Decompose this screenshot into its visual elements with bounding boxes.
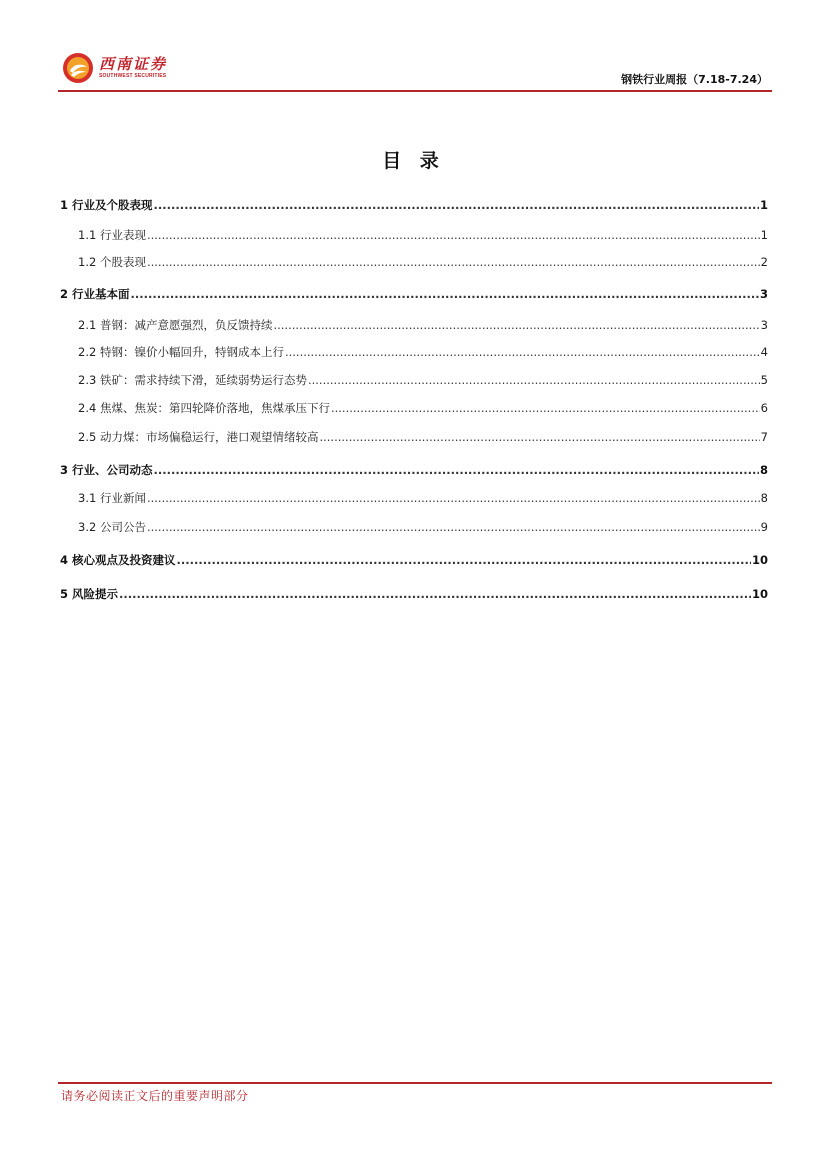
footer-divider <box>58 1082 772 1084</box>
toc-dot-leader <box>147 226 760 244</box>
toc-entry-page: 8 <box>760 491 768 505</box>
toc-entry[interactable] <box>60 551 768 569</box>
toc-dot-leader <box>131 285 759 303</box>
toc-entry[interactable] <box>78 518 768 536</box>
company-logo <box>62 50 167 86</box>
toc-entry-page: 2 <box>760 255 768 269</box>
toc-entry-title: 2.2 特钢：镍价小幅回升，特钢成本上行 <box>78 345 284 359</box>
toc-dot-leader <box>147 518 760 536</box>
header-divider <box>58 90 772 92</box>
toc-entry[interactable] <box>60 461 768 479</box>
toc-entry[interactable] <box>78 371 768 389</box>
toc-entry-page: 1 <box>760 228 768 242</box>
footer-disclaimer: 请务必阅读正文后的重要声明部分 <box>61 1089 249 1103</box>
toc-entry[interactable] <box>78 428 768 446</box>
report-title: 钢铁行业周报（7.18-7.24） <box>621 73 768 86</box>
toc-entry-page: 6 <box>760 401 768 415</box>
toc-entry-page: 7 <box>760 430 768 444</box>
toc-entry[interactable] <box>78 489 768 507</box>
toc-entry-title: 2.1 普钢：减产意愿强烈，负反馈持续 <box>78 318 273 332</box>
toc-entry[interactable] <box>60 585 768 603</box>
toc-dot-leader <box>119 585 751 603</box>
page-header <box>58 46 772 94</box>
toc-dot-leader <box>154 196 759 214</box>
logo-emblem-icon <box>62 52 94 84</box>
toc-entry-title: 2 行业基本面 <box>60 287 130 301</box>
toc-entry[interactable] <box>78 226 768 244</box>
toc-entry-page: 8 <box>759 463 768 477</box>
toc-dot-leader <box>331 399 760 417</box>
toc-entry-title: 5 风险提示 <box>60 587 119 601</box>
toc-entry-page: 3 <box>759 287 768 301</box>
toc-entry-page: 3 <box>760 318 768 332</box>
toc-entry[interactable] <box>78 253 768 271</box>
toc-entry-title: 1.2 个股表现 <box>78 255 146 269</box>
toc-entry-page: 10 <box>751 587 768 601</box>
toc-dot-leader <box>308 371 760 389</box>
toc-entry-title: 2.3 铁矿：需求持续下滑，延续弱势运行态势 <box>78 373 307 387</box>
toc-entry-title: 3 行业、公司动态 <box>60 463 153 477</box>
toc-entry-title: 2.5 动力煤：市场偏稳运行，港口观望情绪较高 <box>78 430 319 444</box>
toc-entry-page: 9 <box>760 520 768 534</box>
toc-entry-page: 10 <box>751 553 768 567</box>
toc-dot-leader <box>319 428 759 446</box>
logo-english-name: SOUTHWEST SECURITIES <box>99 73 167 79</box>
toc-entry[interactable] <box>78 343 768 361</box>
toc-entry-title: 3.1 行业新闻 <box>78 491 146 505</box>
toc-entry-title: 1.1 行业表现 <box>78 228 146 242</box>
toc-entry[interactable] <box>78 399 768 417</box>
toc-dot-leader <box>273 316 759 334</box>
toc-heading: 目 录 <box>382 150 445 172</box>
toc-entry-title: 3.2 公司公告 <box>78 520 146 534</box>
toc-entry[interactable] <box>78 316 768 334</box>
toc-entry-title: 1 行业及个股表现 <box>60 198 153 212</box>
toc-entry[interactable] <box>60 196 768 214</box>
logo-chinese-name: 西南证券 <box>99 55 168 73</box>
toc-entry-page: 5 <box>760 373 768 387</box>
toc-entry[interactable] <box>60 285 768 303</box>
toc-entry-title: 4 核心观点及投资建议 <box>60 553 176 567</box>
toc-dot-leader <box>147 253 760 271</box>
toc-entry-page: 1 <box>759 198 768 212</box>
toc-entry-page: 4 <box>760 345 768 359</box>
toc-dot-leader <box>147 489 760 507</box>
toc-dot-leader <box>177 551 751 569</box>
toc-dot-leader <box>285 343 760 361</box>
toc-entry-title: 2.4 焦煤、焦炭：第四轮降价落地，焦煤承压下行 <box>78 401 330 415</box>
toc-dot-leader <box>154 461 759 479</box>
